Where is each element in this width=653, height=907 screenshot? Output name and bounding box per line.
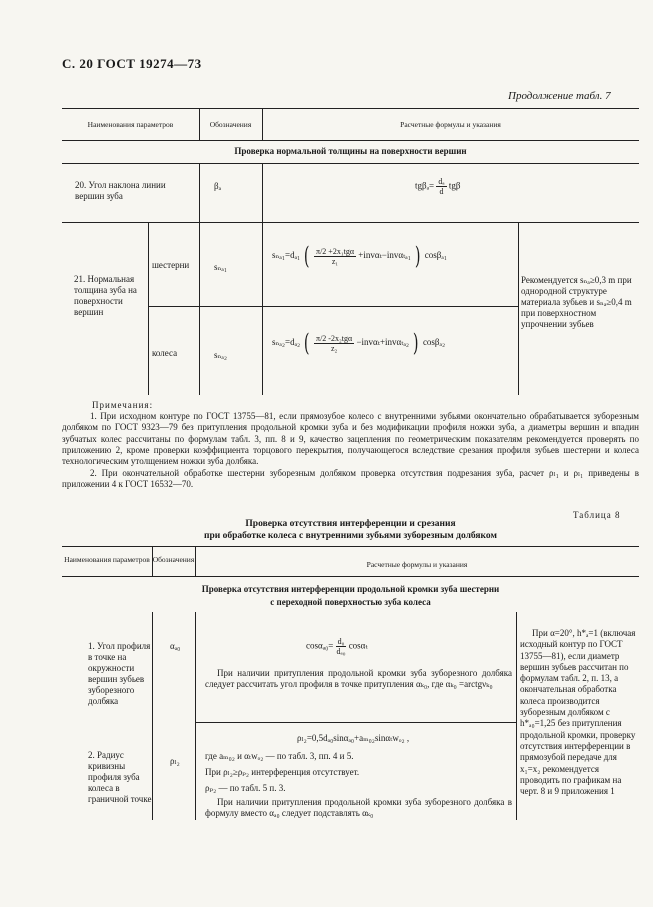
note-1: 1. При исходном контуре по ГОСТ 13755—81, если прямозубое колесо с внутренними зубьями окончательно обрабатывается зуборезным долбяком по ГОСТ 9323—79 без притупления продольной кромки зуба и без модификации профиля ножки зуба, а диаметры вершин и впадин зубчатых колес рассчитаны по формулам табл. 3, пп. 8 и 9, качество зацепления по геометрическим показателям рекомендуется проверять по приложению 2, кроме проверки коэффициента торцового перекрытия, получающегося вследствие срезания профиля зубьев шестерни и колеса технологическим утолщением ножки зуба долбяка. (62, 411, 639, 467)
t8-row2-formula: ρₗ₂=0,5dₐ₀sinαₐ₀+aₘ₀₂sinαₜwₒ₂ , (297, 733, 410, 743)
continuation-label: Продолжение табл. 7 (508, 90, 611, 102)
t7-row21-symbol-1: sₙₐ₁ (214, 262, 227, 272)
t7-col-name: Наименования параметров (87, 120, 174, 129)
t8-right-note: При α=20°, h*ₐ=1 (включая исходный контур по ГОСТ 13755—81), если диаметр вершин зубьев рассчитан по формулам табл. 2, п. 13, а окончательная обработка колеса производится зуборезным долбяком с h*ₐ₀=1,25 без притупления продольной кромки, проверку отсутствия интерференции в прямозубой передаче для x₁=x₂ рекомендуется проводить по графикам на черт. 8 и 9 приложения 1 (520, 628, 636, 797)
t8-row2-condition: При ρₗ₂≥ρₚ₂ интерференция отсутствует. (205, 767, 360, 777)
t8-row1-symbol: αₐ₀ (170, 641, 181, 651)
t7-row20-name: 20. Угол наклона линии вершин зуба (75, 180, 166, 201)
t7-row21-note: Рекомендуется sₙₐ≥0,3 m при однородной структуре материала зубьев и sₙₐ≥0,4 m при поверхностном упрочнении зубьев (521, 275, 632, 329)
t7-row21-name: 21. Нормальная толщина зуба на поверхности вершин (74, 274, 137, 317)
t7-row21-sub-pinion: шестерни (152, 260, 190, 270)
t8-row2-where: где aₘ₀₂ и αₜwₒ₂ — по табл. 3, пп. 4 и 5. (205, 751, 354, 761)
t7-row21-formula-1: sₙₐ₁=dₐ₁ ( $\frac{\text{π/2 +2x₁tgα}}{\text{z₁}}$ +invαₜ−invαₜₐ₁ ) cosβₐ₁ (272, 242, 447, 270)
t7-row21-sub-wheel: колеса (152, 348, 178, 358)
t7-section-title: Проверка нормальной толщины на поверхности вершин (234, 146, 467, 156)
t8-row1-formula: cosαₐ₀= $\frac{\text{d₀}}{\text{dₐ₀}}$ cosαₜ (306, 637, 368, 656)
t8-section-line1: Проверка отсутствия интерференции продольной кромки зуба шестерни (201, 584, 500, 594)
t8-title-line2: при обработке колеса с внутренними зубьями зуборезным долбяком (204, 531, 497, 541)
t7-col-formulas: Расчетные формулы и указания (400, 120, 501, 129)
notes-title: Примечания: (92, 400, 154, 410)
note-2: 2. При окончательной обработке шестерни зуборезным долбяком проверка отсутствия подрезания зуба, расчет ρₗ₁ и ρₗ₁ приведены в приложении 4 к ГОСТ 16532—70. (62, 468, 639, 490)
t8-col-symbol: Обозначения (152, 555, 195, 564)
t7-row21-symbol-2: sₙₐ₂ (214, 350, 227, 360)
t8-row1-text: При наличии притупления продольной кромки зуба зуборезного долбяка следует рассчитать угол профиля в точке притупления αₖ₀, где αₖ₀ =arctgνₖ₀ (205, 668, 512, 690)
t7-row21-formula-2: sₙₐ₂=dₐ₂ ( $\frac{\text{π/2 -2x₂tgα}}{\text{z₂}}$ −invαₜ+invαₜₐ₂ ) cosβₐ₂ (272, 329, 446, 357)
t7-row20-formula: tgβₐ= $\frac{\text{dₐ}}{d}$ tgβ (415, 177, 461, 196)
t7-col-symbol: Обозначения (209, 120, 252, 129)
t7-row20-symbol: βₐ (214, 181, 222, 191)
t8-row2-symbol: ρₗ₂ (170, 756, 180, 766)
t8-title-line1: Проверка отсутствия интерференции и срезания (245, 519, 456, 529)
t8-row2-text: При наличии притупления продольной кромки зуба зуборезного долбяка в формулу вместо αₐ₀ следует подставлять αₖ₀ (205, 797, 512, 819)
t8-section-line2: с переходной поверхностью зуба колеса (270, 597, 431, 607)
t8-label: Таблица 8 (573, 510, 621, 520)
t8-col-name: Наименования параметров (64, 555, 150, 564)
t8-row2-name: 2. Радиус кривизны профиля зуба колеса в граничной точке (88, 750, 152, 804)
t8-col-formulas: Расчетные формулы и указания (366, 560, 468, 569)
t8-row1-name: 1. Угол профиля в точке на окружности вершин зубьев зуборезного долбяка (88, 641, 151, 706)
page-header: С. 20 ГОСТ 19274—73 (62, 56, 202, 71)
t8-row2-rp-ref: ρₚ₂ — по табл. 5 п. 3. (205, 783, 286, 793)
